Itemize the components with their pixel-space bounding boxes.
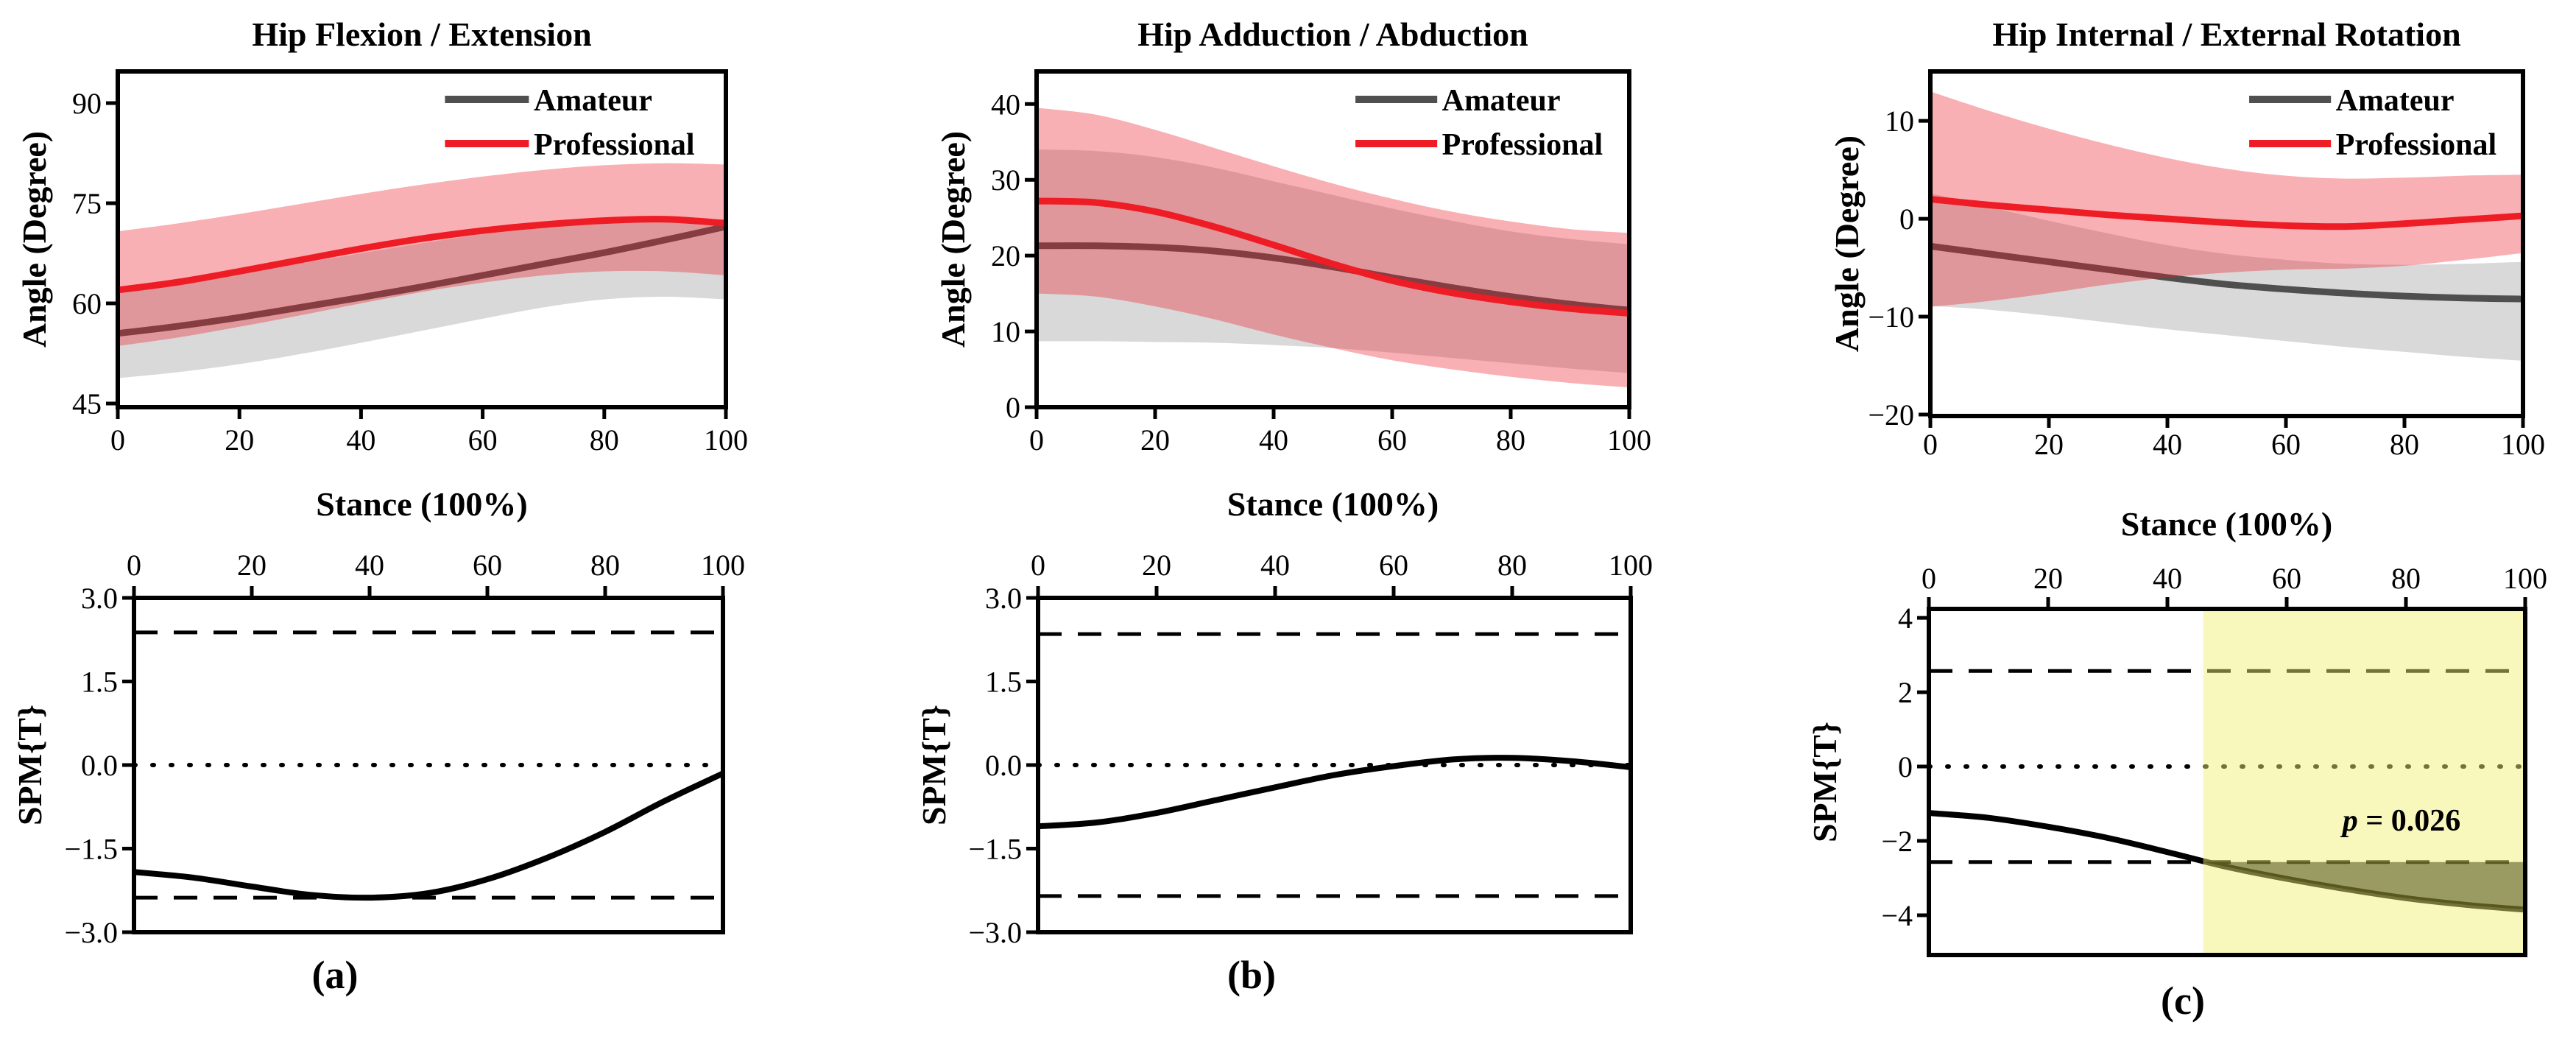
panel-top-left: [15, 15, 748, 523]
y-tick-label: 10: [1885, 105, 1914, 138]
x-tick-label: 0: [1923, 428, 1938, 461]
legend-label-professional: Professional: [2335, 128, 2497, 162]
x-tick-label: 0: [110, 423, 125, 457]
y-tick-label: −2: [1881, 825, 1913, 859]
y-tick-label: 40: [991, 88, 1020, 121]
x-tick-label: 100: [701, 549, 745, 582]
y-tick-label: 90: [72, 87, 102, 121]
legend-label-professional: Professional: [533, 128, 695, 162]
y-tick-label: 60: [72, 287, 102, 321]
y-tick-label: 45: [72, 387, 102, 421]
x-axis-label: Stance (100%): [2120, 505, 2333, 543]
x-tick-label: 0: [1029, 423, 1044, 457]
subfigure-caption: (b): [1227, 953, 1276, 997]
x-tick-label: 80: [590, 549, 620, 582]
panel-title: Hip Flexion / Extension: [252, 15, 592, 53]
y-tick-label: 3.0: [985, 582, 1022, 615]
legend-label-amateur: Amateur: [533, 84, 652, 118]
plot-area: [1038, 634, 1631, 896]
x-tick-label: 20: [237, 549, 267, 582]
y-tick-label: −4: [1881, 898, 1913, 932]
x-tick-label: 80: [1496, 423, 1525, 457]
y-tick-label: 1.5: [81, 665, 118, 699]
p-value: = 0.026: [2357, 804, 2461, 838]
x-tick-label: 100: [2503, 562, 2547, 595]
y-axis-label: Angle (Degree): [15, 130, 53, 348]
y-tick-label: −3.0: [64, 916, 118, 949]
y-tick-label: 0.0: [81, 749, 118, 782]
x-tick-label: 0: [1922, 562, 1936, 595]
panel-title: Hip Internal / External Rotation: [1992, 15, 2461, 53]
y-tick-label: 4: [1898, 602, 1913, 635]
x-tick-label: 80: [589, 423, 619, 457]
y-tick-label: 20: [991, 239, 1020, 273]
x-tick-label: 40: [1260, 549, 1290, 582]
x-tick-label: 40: [1259, 423, 1288, 457]
x-tick-label: 80: [1497, 549, 1527, 582]
y-tick-label: 0: [1006, 391, 1020, 424]
y-tick-label: 0.0: [985, 749, 1022, 782]
panel-bottom-left: [11, 549, 745, 997]
x-tick-label: 80: [2391, 562, 2421, 595]
y-tick-label: 0: [1898, 750, 1913, 784]
y-tick-label: 10: [991, 315, 1020, 349]
x-tick-label: 100: [1607, 423, 1651, 457]
x-tick-label: 20: [225, 423, 255, 457]
y-tick-label: 30: [991, 163, 1020, 197]
y-axis-label: Angle (Degree): [934, 130, 972, 348]
x-tick-label: 100: [1609, 549, 1653, 582]
x-tick-label: 40: [355, 549, 384, 582]
panel-top-right: [1828, 15, 2545, 543]
x-tick-label: 40: [2153, 428, 2182, 461]
legend: [1355, 84, 1603, 162]
y-tick-label: 2: [1898, 676, 1913, 710]
x-tick-label: 100: [2501, 428, 2545, 461]
subfigure-caption: (c): [2161, 979, 2205, 1023]
x-axis-label: Stance (100%): [316, 485, 528, 523]
legend-label-amateur: Amateur: [2335, 84, 2455, 118]
panel-title: Hip Adduction / Abduction: [1137, 15, 1528, 53]
panel-bottom-middle: [915, 549, 1653, 997]
x-tick-label: 60: [2272, 562, 2301, 595]
y-tick-label: 1.5: [985, 665, 1022, 699]
legend-label-professional: Professional: [1441, 128, 1603, 162]
x-tick-label: 60: [473, 549, 502, 582]
plot-area: [134, 633, 723, 898]
y-tick-label: 0: [1899, 202, 1914, 236]
p-symbol: p: [2342, 804, 2358, 838]
panel-top-middle: [934, 15, 1651, 523]
x-tick-label: 60: [1377, 423, 1407, 457]
x-tick-label: 100: [704, 423, 748, 457]
legend-label-amateur: Amateur: [1441, 84, 1561, 118]
x-tick-label: 0: [1031, 549, 1045, 582]
y-axis-label: SPM{T}: [915, 704, 953, 826]
y-tick-label: −20: [1868, 398, 1914, 432]
x-tick-label: 20: [1140, 423, 1170, 457]
x-tick-label: 60: [1379, 549, 1408, 582]
y-tick-label: −3.0: [968, 916, 1022, 949]
p-value-label: [2340, 804, 2460, 838]
panel-bottom-right: [1806, 562, 2547, 1023]
x-tick-label: 0: [127, 549, 141, 582]
y-axis-label: SPM{T}: [11, 704, 49, 826]
legend: [2249, 84, 2496, 162]
x-tick-label: 40: [2153, 562, 2182, 595]
x-axis-label: Stance (100%): [1227, 485, 1439, 523]
y-tick-label: 75: [72, 187, 102, 221]
y-axis-label: SPM{T}: [1806, 721, 1843, 843]
x-tick-label: 20: [2034, 428, 2064, 461]
x-tick-label: 40: [346, 423, 376, 457]
x-tick-label: 80: [2390, 428, 2419, 461]
x-tick-label: 60: [2271, 428, 2301, 461]
y-tick-label: −1.5: [968, 832, 1022, 866]
y-axis-label: Angle (Degree): [1828, 135, 1866, 353]
x-tick-label: 20: [2033, 562, 2063, 595]
y-tick-label: −1.5: [64, 832, 118, 866]
plot-area: [118, 163, 726, 378]
legend: [445, 84, 694, 162]
subfigure-caption: (a): [311, 953, 359, 997]
spm-t-curve: [1038, 758, 1631, 826]
plot-area: [1929, 609, 2525, 955]
x-tick-label: 60: [467, 423, 498, 457]
y-tick-label: −10: [1868, 300, 1914, 334]
spm-t-curve: [134, 773, 723, 898]
y-tick-label: 3.0: [81, 582, 118, 615]
x-tick-label: 20: [1142, 549, 1171, 582]
